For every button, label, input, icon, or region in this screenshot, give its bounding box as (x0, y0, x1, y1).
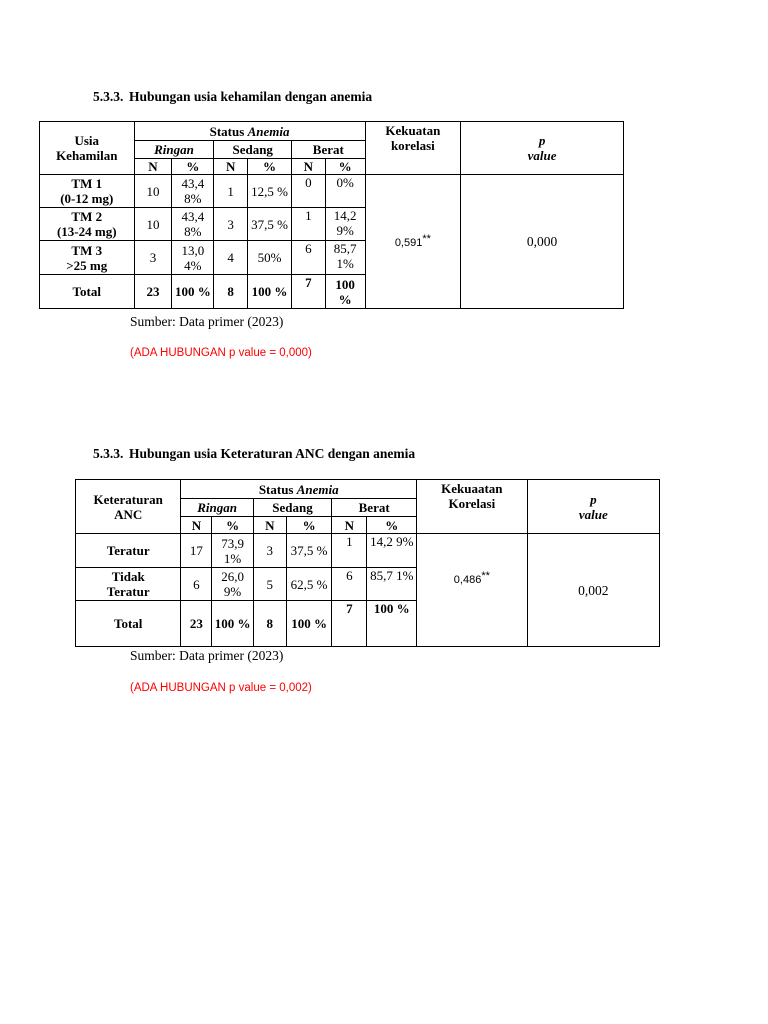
table-row (40, 175, 624, 208)
subheader-pct: % (286, 517, 331, 534)
section1-table (39, 121, 624, 309)
cell: 5 (253, 568, 286, 601)
p-header-line1: p (538, 133, 546, 148)
section1-heading-number: 5.3.3. (93, 89, 124, 104)
cell: 0 (292, 175, 326, 208)
corr-value (365, 175, 461, 309)
cell: 26,0 9% (212, 568, 253, 601)
corr-header-line2: korelasi (390, 138, 435, 153)
subheader-pct: % (247, 159, 291, 175)
row-label-line1: Tidak (111, 569, 145, 584)
corr-value-text: 0,591 (394, 237, 423, 249)
cell: 6 (332, 568, 367, 601)
cell: 14,2 9% (325, 208, 365, 241)
cell: 50% (247, 241, 291, 275)
table-row (76, 534, 660, 568)
cell: 3 (214, 208, 248, 241)
row-label-line2: (0-12 mg) (60, 191, 114, 206)
cell: 37,5 % (286, 534, 331, 568)
total-cell: 100 % (286, 601, 331, 647)
status-label-italic: Anemia (296, 481, 339, 497)
row-header-line2: ANC (114, 506, 143, 522)
subheader-n: N (253, 517, 286, 534)
section2-table (75, 479, 660, 647)
total-label: Total (40, 275, 135, 309)
cell: 17 (181, 534, 212, 568)
section2-source: Sumber: Data primer (2023) (130, 648, 284, 663)
section1-note: (ADA HUBUNGAN p value = 0,000) (130, 347, 312, 359)
status-label: Status (258, 481, 294, 497)
cell: 3 (253, 534, 286, 568)
p-header-line1: p (590, 491, 597, 507)
subheader-n: N (214, 159, 248, 175)
status-header (134, 122, 365, 141)
cell: 10 (134, 175, 172, 208)
total-cell: 7 (332, 601, 367, 647)
cell: 37,5 % (247, 208, 291, 241)
subheader-pct: % (325, 159, 365, 175)
cell: 0% (325, 175, 365, 208)
total-cell: 100 % (212, 601, 253, 647)
cell: 43,4 8% (172, 175, 214, 208)
section1-heading (93, 89, 372, 105)
corr-value-sup: ** (422, 233, 431, 245)
subheader-pct: % (172, 159, 214, 175)
p-header (527, 480, 659, 534)
cell: 14,2 9% (367, 534, 417, 568)
total-cell: 8 (214, 275, 248, 309)
row-label (40, 241, 135, 275)
corr-header-line1: Kekuatan (385, 123, 441, 138)
status-label-italic: Anemia (247, 123, 290, 139)
corr-value-sup: ** (481, 570, 490, 582)
cell: 6 (181, 568, 212, 601)
corr-header (365, 122, 461, 175)
cell: 4 (214, 241, 248, 275)
corr-header-line2: Korelasi (448, 496, 496, 511)
cell: 6 (292, 241, 326, 275)
total-cell: 23 (134, 275, 172, 309)
cell: 13,0 4% (172, 241, 214, 275)
section2-heading-text: Hubungan usia Keteraturan ANC dengan anemia (129, 446, 416, 461)
subheader-n: N (332, 517, 367, 534)
row-label-line2: (13-24 mg) (56, 224, 117, 239)
row-label (76, 568, 181, 601)
group-ringan: Ringan (181, 499, 253, 517)
section2-note: (ADA HUBUNGAN p value = 0,002) (130, 682, 312, 694)
row-header-line1: Usia (74, 133, 100, 148)
cell: 43,4 8% (172, 208, 214, 241)
cell: 12,5 % (247, 175, 291, 208)
row-header (76, 480, 181, 534)
row-label-line1: TM 1 (71, 176, 103, 191)
section1-source: Sumber: Data primer (2023) (130, 314, 284, 329)
total-cell: 100 % (325, 275, 365, 309)
row-header (40, 122, 135, 175)
row-label-line1: TM 2 (71, 209, 103, 224)
p-value: 0,002 (527, 534, 659, 647)
cell: 1 (214, 175, 248, 208)
corr-header-line1: Kekuaatan (441, 481, 503, 496)
cell: 85,7 1% (325, 241, 365, 275)
status-header (181, 480, 417, 499)
row-label-line1: Teratur (106, 543, 150, 558)
group-sedang: Sedang (253, 499, 332, 517)
section2-heading-number: 5.3.3. (93, 446, 124, 461)
group-berat: Berat (292, 141, 366, 159)
section1-heading-text: Hubungan usia kehamilan dengan anemia (129, 89, 373, 104)
p-header (461, 122, 624, 175)
cell: 62,5 % (286, 568, 331, 601)
subheader-n: N (292, 159, 326, 175)
group-ringan: Ringan (134, 141, 214, 159)
total-cell: 7 (292, 275, 326, 309)
row-label-line2: Teratur (106, 584, 150, 599)
subheader-n: N (181, 517, 212, 534)
total-cell: 23 (181, 601, 212, 647)
row-label (40, 175, 135, 208)
cell: 1 (332, 534, 367, 568)
corr-value (417, 534, 528, 647)
row-label (40, 208, 135, 241)
p-value: 0,000 (461, 175, 624, 309)
p-header-line2: value (527, 148, 557, 163)
corr-value-text: 0,486 (453, 574, 482, 586)
cell: 3 (134, 241, 172, 275)
cell: 85,7 1% (367, 568, 417, 601)
cell: 10 (134, 208, 172, 241)
cell: 1 (292, 208, 326, 241)
status-label: Status (209, 123, 245, 139)
p-header-line2: value (578, 506, 608, 522)
row-header-line2: Kehamilan (56, 148, 118, 163)
row-label-line1: TM 3 (71, 242, 103, 258)
group-sedang: Sedang (214, 141, 292, 159)
group-berat: Berat (332, 499, 417, 517)
section2-heading (93, 446, 415, 462)
subheader-n: N (134, 159, 172, 175)
total-label: Total (76, 601, 181, 647)
total-cell: 8 (253, 601, 286, 647)
total-cell: 100 % (172, 275, 214, 309)
row-label-line2: >25 mg (66, 257, 108, 273)
row-label (76, 534, 181, 568)
corr-header (417, 480, 528, 534)
row-header-line1: Keteraturan (93, 491, 163, 507)
subheader-pct: % (367, 517, 417, 534)
total-cell: 100 % (367, 601, 417, 647)
cell: 73,9 1% (212, 534, 253, 568)
total-cell: 100 % (247, 275, 291, 309)
subheader-pct: % (212, 517, 253, 534)
